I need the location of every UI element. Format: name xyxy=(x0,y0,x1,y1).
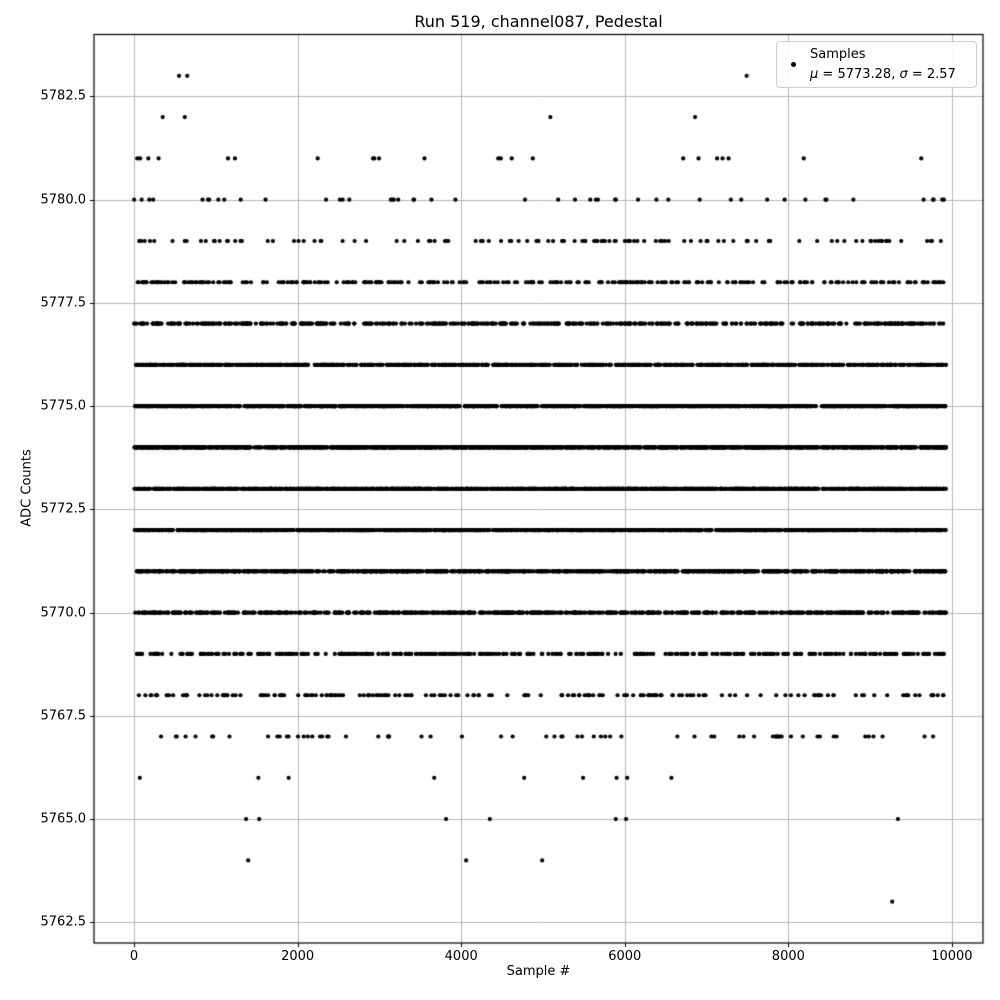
x-tick-label: 4000 xyxy=(444,949,478,964)
legend xyxy=(776,41,977,88)
legend-labels xyxy=(810,45,956,85)
y-tick-label: 5772.5 xyxy=(40,501,86,517)
x-tick-label: 0 xyxy=(129,949,139,964)
legend-series-label: Samples xyxy=(810,46,866,62)
chart-title: Run 519, channel087, Pedestal xyxy=(414,12,663,31)
y-tick-label: 5765.0 xyxy=(40,811,86,827)
mu-symbol: μ xyxy=(810,66,819,82)
sigma-value: = 2.57 xyxy=(907,66,956,82)
x-tick-label: 6000 xyxy=(608,949,642,964)
y-axis-label: ADC Counts xyxy=(19,449,35,527)
y-tick-label: 5770.0 xyxy=(40,605,86,621)
x-tick-label: 10000 xyxy=(931,949,973,964)
legend-marker-icon xyxy=(791,62,796,67)
y-tick-label: 5767.5 xyxy=(40,708,86,724)
y-tick-label: 5780.0 xyxy=(40,192,86,208)
sigma-symbol: σ xyxy=(899,66,908,82)
y-tick-label: 5775.0 xyxy=(40,398,86,414)
y-tick-label: 5762.5 xyxy=(40,914,86,930)
x-tick-label: 2000 xyxy=(281,949,315,964)
mu-value: = 5773.28, xyxy=(818,66,900,82)
legend-stats-label xyxy=(810,65,956,85)
y-tick-label: 5782.5 xyxy=(40,88,86,104)
x-axis-label: Sample # xyxy=(506,964,571,979)
x-tick-label: 8000 xyxy=(771,949,805,964)
y-tick-label: 5777.5 xyxy=(40,295,86,311)
